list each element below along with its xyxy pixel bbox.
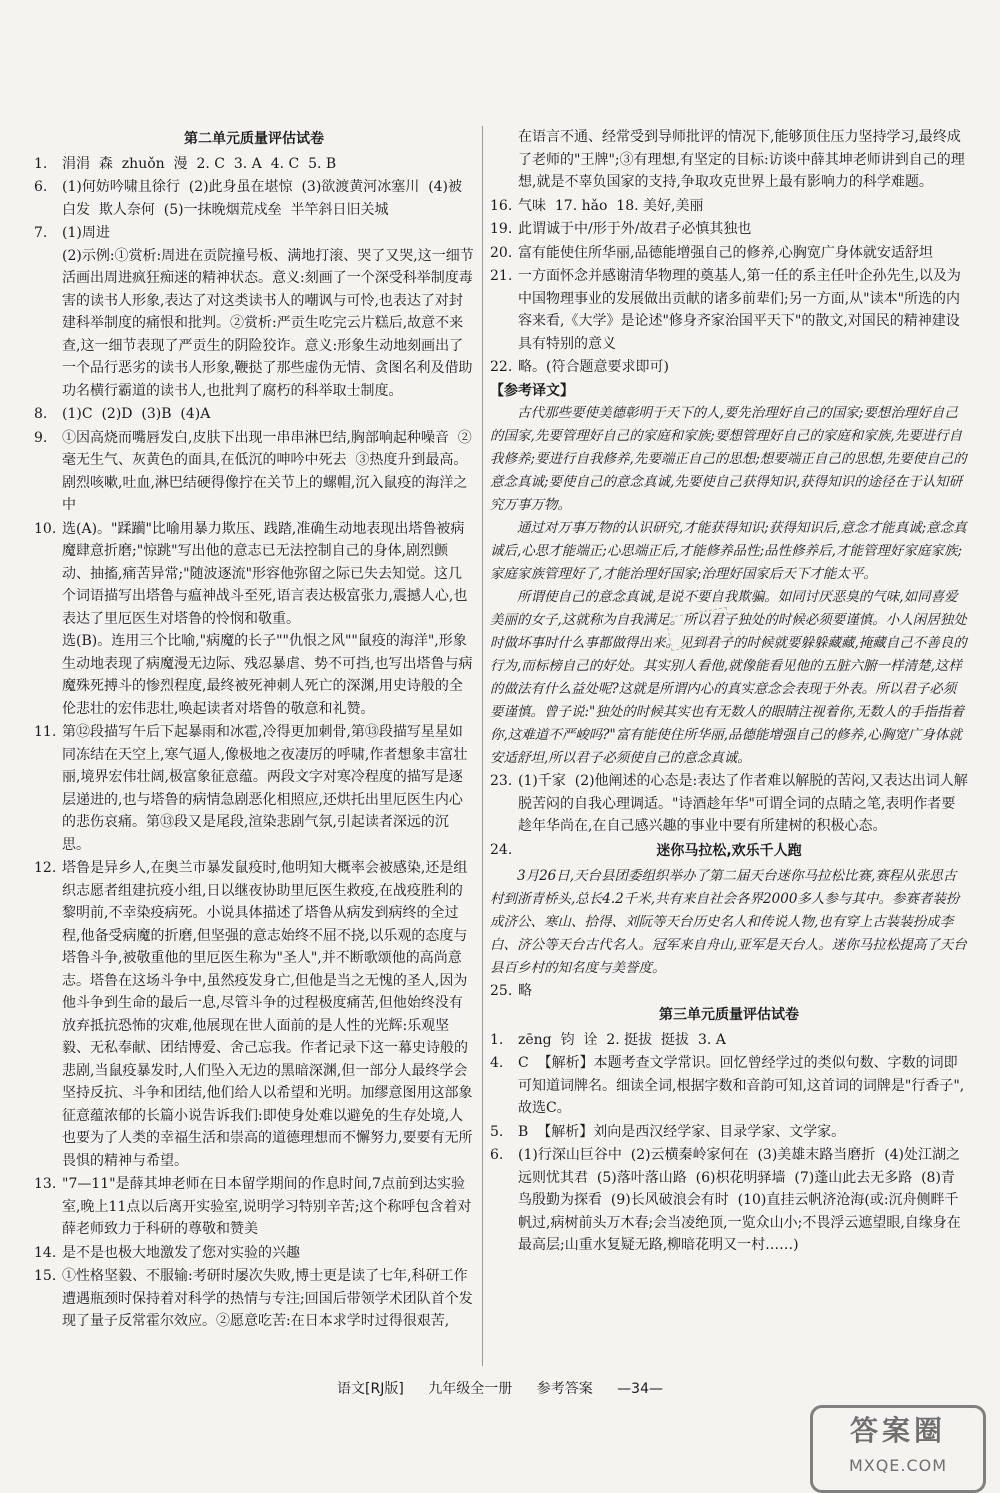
answer-text: 一方面怀念并感谢清华物理的奠基人,第一任的系主任叶企孙先生,以及为中国物理事业的发展做出贡献的诸多前辈们;另一方面,从"读本"所选的内容来看,《大学》是论述"修身齐家治国平天下"的散文,对国民的精神建设具有特别的意义 xyxy=(518,268,961,352)
footer-label: 参考答案 xyxy=(536,1381,593,1397)
page-footer xyxy=(0,1378,1000,1398)
answer-item xyxy=(490,195,968,218)
translation-paragraph: 古代那些要使美德彰明于天下的人,要先治理好自己的国家;要想治理好自己的国家,先要管理好自己的家庭和家族;要想管理好自己的家庭和家族,先要进行自我修养;要进行自我修养,先要端正自己的思想;想要端正自己的思想,先要使自己的意念真诚;要使自己的意念真诚,先要使自己获得知识,获得知识的途径在于认知研究万事万物。 xyxy=(490,405,967,513)
answer-text: B 【解析】刘向是西汉经学家、目录学家、文学家。 xyxy=(518,1123,846,1140)
answer-number: 14. xyxy=(34,1244,57,1261)
section-title-unit3: 第三单元质量评估试卷 xyxy=(659,1007,799,1023)
left-column xyxy=(34,126,474,1334)
news-body: 3月26日,天台县团委组织举办了第二届天台迷你马拉松比赛,赛程从张思古村到浙青桥头,总长4.2千米,共有来自社会各界2000多人参与其中。参赛者装扮成济公、寒山、拾得、刘阮等天台历史名人和传说人物,也有穿上古装装扮成李白、济公等天台古代名人。冠军来自舟山,亚军是天台人。迷你马拉松提高了天台县百乡村的知名度与美誉度。 xyxy=(490,867,967,976)
answer-item xyxy=(34,721,474,856)
answer-item xyxy=(34,857,474,1172)
answer-number: 13. xyxy=(34,1176,57,1192)
answer-number: 8. xyxy=(34,406,48,422)
answer-text: (1)千家 (2)他阐述的心态是:表达了作者难以解脱的苦闷,又表达出词人解脱苦闷的自我心理调适。"诗酒趁年华"可谓全词的点睛之笔,表明作者要趁年华尚在,在自己感兴趣的事业中要有所建树的积极心态。 xyxy=(518,773,968,834)
translation-label: 【参考译文】 xyxy=(490,382,574,399)
answer-text: 选(A)。"蹂躏"比喻用暴力欺压、践踏,准确生动地表现出塔鲁被病魔肆意折磨;"惊跳"写出他的意志已无法控制自己的身体,剧烈颤动、抽搐,痛苦异常;"随波逐流"形容他弥留之际已失去知觉。这几个词语描写出塔鲁与瘟神战斗至死,语言表达极富张力,震撼人心,也表达了里厄医生对塔鲁的怜悯和敬重。 选(B)。连用三个比喻,"病魔的长子""仇恨之风""鼠疫的海洋",形象生动地表现了病魔漫无边际、残忍暴虐、势不可挡,也写出塔鲁与病魔殊死搏斗的惨烈程度,最终被死神刺人死亡的深渊,用史诗般的全伦悲壮的宏伟悲壮,唤起读者对塔鲁的敬意和礼赞。 xyxy=(62,520,473,717)
answer-text: zēng 钧 诠 2. 挺拔 挺拔 3. A xyxy=(518,1031,726,1048)
answer-number: 11. xyxy=(34,724,57,740)
answer-item xyxy=(490,1121,968,1144)
answer-text: 气味 17. hǎo 18. 美好,美丽 xyxy=(518,197,704,214)
answer-text: 此谓诚于中/形于外/故君子必慎其独也 xyxy=(518,221,752,237)
answer-item xyxy=(490,218,968,241)
answer-item xyxy=(34,176,474,221)
watermark-logo xyxy=(810,1405,986,1493)
watermark-main-text: 答案圈 xyxy=(849,1414,946,1447)
answer-item xyxy=(34,153,474,176)
news-title: 迷你马拉松,欢乐千人跑 xyxy=(656,843,802,859)
translation-paragraph: 通过对万事万物的认识研究,才能获得知识;获得知识后,意念才能真诚;意念真诚后,心思才能端正;心思端正后,才能修养品性;品性修养后,才能管理好家庭家族;家庭家族管理好了,才能治理好国家;治理好国家后天下才能太平。 xyxy=(490,520,967,582)
answer-text: ①性格坚毅、不服输:考研时屡次失败,博士更是读了七年,科研工作遭遇瓶颈时保持着对科学的热情与专注;回国后带领学术团队首个发现了量子反常霍尔效应。②愿意吃苦:在日本求学时过得很艰苦, xyxy=(62,1268,473,1329)
answer-number: 20. xyxy=(490,244,513,261)
unit3-answer-list xyxy=(490,1029,968,1257)
answer-item xyxy=(34,1265,474,1333)
left-answer-list xyxy=(34,153,474,1333)
answer-text: 第⑫段描写午后下起暴雨和冰雹,冷得更加刺骨,第⑬段描写星星如同冻结在天空上,寒气逼人,像极地之夜凄厉的呼啸,作者想象丰富壮丽,境界宏伟壮阔,极富象征意蕴。两段文字对寒冷程度的描写是逐层递进的,也与塔鲁的病情急剧恶化相照应,还烘托出里厄医生内心的悲伤哀痛。第⑬段又是尾段,渲染悲剧气氛,引起读者深远的沉思。 xyxy=(62,724,468,853)
section-title-unit2: 第二单元质量评估试卷 xyxy=(184,131,324,147)
answer-number: 9. xyxy=(34,429,48,446)
answer-text: (1)何妨吟啸且徐行 (2)此身虽在堪惊 (3)欲渡黄河冰塞川 (4)被白发 欺人奈何 (5)一抹晚烟荒戍垒 半竿斜日旧关城 xyxy=(62,179,463,218)
answer-text: 在语言不通、经常受到导师批评的情况下,能够顶住压力坚持学习,最终成了老师的"王牌";③有理想,有坚定的目标:访谈中薛其坤老师讲到自己的理想,就是不辜负国家的支持,争取攻克世界上最有影响力的科学难题。 xyxy=(518,129,965,190)
answer-text: 是不是也极大地激发了您对实验的兴趣 xyxy=(62,1244,300,1261)
answer-number: 1. xyxy=(490,1031,504,1048)
answer-number: 10. xyxy=(34,520,57,537)
answer-item xyxy=(34,222,474,402)
answer-number: 23. xyxy=(490,773,513,789)
answer-text: 塔鲁是异乡人,在奥兰市暴发鼠疫时,他明知大概率会被感染,还是组织志愿者组建抗疫小组,日以继夜协助里厄医生救疫,在战疫胜利的黎明前,不幸染疫病死。小说具体描述了塔鲁从病发到病终的全过程,他备受病魔的折磨,但坚强的意志始终不屈不挠,以乐观的态度与塔鲁斗争,被敬重他的里厄医生称为"圣人",并不断歌颂他的高尚意志。塔鲁在这场斗争中,虽然疫发身亡,但他是当之无愧的圣人,因为他斗争到生命的最后一息,尽管斗争的过程极度痛苦,但他始终没有放弃抵抗恐怖的灾难,他展现在世人面前的是人性的光辉:乐观坚毅、无私奉献、团结博爱、舍己忘我。作者记录下这一幕史诗般的悲剧,当鼠疫暴发时,人们坠入无边的黑暗深渊,但一部分人最终学会坚持反抗、斗争和团结,他们给人以希望和光明。加缪意图用这部象征意蕴浓郁的长篇小说告诉我们:即使身处难以避免的生存处境,人也要为了人类的幸福生活和崇高的道德理想而不懈努力,要要有无所畏惧的精神与希望。 xyxy=(62,860,473,1169)
answer-item xyxy=(490,1144,968,1257)
answer-text: (1)C (2)D (3)B (4)A xyxy=(62,406,211,422)
answer-item xyxy=(490,265,968,355)
right-answer-list-after xyxy=(490,980,968,1003)
answer-text: (1)周进 (2)示例:①赏析:周进在贡院撞号板、满地打滚、哭了又哭,这一细节活画出周进疯狂痴迷的精神状态。意义:刻画了一个深受科举制度毒害的读书人形象,表达了对这类读书人的嘲讽与可怜,也表达了对封建科举制度的痛恨和批判。②赏析:严贡生吃完云片糕后,故意不来查,这一细节表现了严贡生的阴险狡诈。意义:形象生动地刻画出了一个品行恶劣的读书人形象,鞭挞了那些虚伪无情、贪图名利及借助功名横行霸道的读书人,也批判了腐朽的科举取士制度。 xyxy=(62,225,474,399)
answer-number: 7. xyxy=(34,225,48,241)
answer-number: 25. xyxy=(490,982,513,999)
answer-number: 22. xyxy=(490,359,513,375)
answer-number: 4. xyxy=(490,1055,504,1071)
answer-number: 6. xyxy=(490,1147,504,1163)
answer-text: "7—11"是薛其坤老师在日本留学期间的作息时间,7点前到达实验室,晚上11点以后离开实验室,说明学习特别辛苦;这个称呼包含着对薛老师致力于科研的尊敬和赞美 xyxy=(62,1176,472,1237)
answer-number: 24. xyxy=(490,841,513,858)
answer-text: ①因高烧而嘴唇发白,皮肤下出现一串串淋巴结,胸部响起种噪音 ②毫无生气、灰黄色的面具,在低沉的呻吟中死去 ③热度升到最高。剧烈咳嗽,吐血,淋巴结硬得像拧在关节上的螺帽,沉入鼠疫的海洋之中 xyxy=(62,429,472,513)
answer-item xyxy=(490,1029,968,1052)
answer-number: 6. xyxy=(34,179,48,195)
answer-text: 富有能使住所华丽,品德能增强自己的修养,心胸宽广身体就安适舒坦 xyxy=(518,244,933,261)
answer-item xyxy=(490,770,968,838)
footer-grade: 九年级全一册 xyxy=(428,1381,513,1397)
footer-subject: 语文[RJ版] xyxy=(337,1381,404,1397)
right-column xyxy=(490,126,968,1258)
answer-text: (1)行深山巨谷中 (2)云横秦岭家何在 (3)美雄末路当磨折 (4)处江湖之远则忧其君 (5)落叶落山路 (6)枳花明驿墙 (7)蓬山此去无多路 (8)青鸟殷勤为探看 (9)长风破浪会有时 (10)直挂云帆济沧海(或:沉舟侧畔千帆过,病树前头万木春;会当凌绝顶,一览众山小;不畏浮云遮望眼,自缘身在最高层;山重水复疑无路,柳暗花明又一村……) xyxy=(518,1147,961,1253)
answer-number: 15. xyxy=(34,1268,57,1284)
answer-number: 21. xyxy=(490,268,513,284)
answer-text: 略 xyxy=(518,982,532,999)
answer-item xyxy=(490,242,968,265)
column-divider xyxy=(482,126,483,1366)
answer-item xyxy=(34,427,474,517)
answer-number: 19. xyxy=(490,221,513,237)
answer-number: 5. xyxy=(490,1123,504,1140)
answer-item xyxy=(490,126,968,194)
answer-item xyxy=(490,980,968,1003)
answer-item xyxy=(490,356,968,379)
answer-item xyxy=(34,403,474,426)
answer-text: 略。(符合题意要求即可) xyxy=(518,359,669,375)
answer-item xyxy=(34,1173,474,1241)
reference-translation xyxy=(490,402,968,770)
answer-text: 涓涓 森 zhuǒn 漫 2. C 3. A 4. C 5. B xyxy=(62,155,337,172)
translation-paragraph: 所谓使自己的意念真诚,是说不要自我欺骗。如同讨厌恶臭的气味,如同喜爱美丽的女子,这就称为自我满足。所以君子独处的时候必须要谨慎。小人闲居独处时做坏事时什么事都做得出来。见到君子的时候就要躲躲藏藏,掩藏自己不善良的行为,而标榜自己的好处。其实别人看他,就像能看见他的五脏六腑一样清楚,这样的做法有什么益处呢?这就是所谓内心的真实意念会表现于外表。所以君子必须要谨慎。曾子说:"独处的时候其实也有无数人的眼睛注视着你,无数人的手指指着你,这难道不严峻吗?"富有能使住所华丽,品德能增强自己的修养,心胸宽广身体就安适舒坦,所以君子必须使自己的意念真诚。 xyxy=(490,589,967,766)
answer-item xyxy=(34,1242,474,1265)
footer-page-number: —34— xyxy=(617,1381,663,1397)
watermark-sub-text: MXQE.COM xyxy=(848,1456,948,1475)
answer-number: 16. xyxy=(490,197,513,214)
answer-number: 12. xyxy=(34,860,57,876)
answer-item xyxy=(490,1052,968,1120)
answer-item xyxy=(34,518,474,721)
answer-number: 1. xyxy=(34,155,48,172)
answer-text: C 【解析】本题考查文学常识。回忆曾经学过的类似句数、字数的词即可知道词牌名。细读全词,根据字数和音韵可知,这首词的词牌是"行香子",故选C。 xyxy=(518,1055,965,1116)
right-answer-list-top xyxy=(490,126,968,379)
